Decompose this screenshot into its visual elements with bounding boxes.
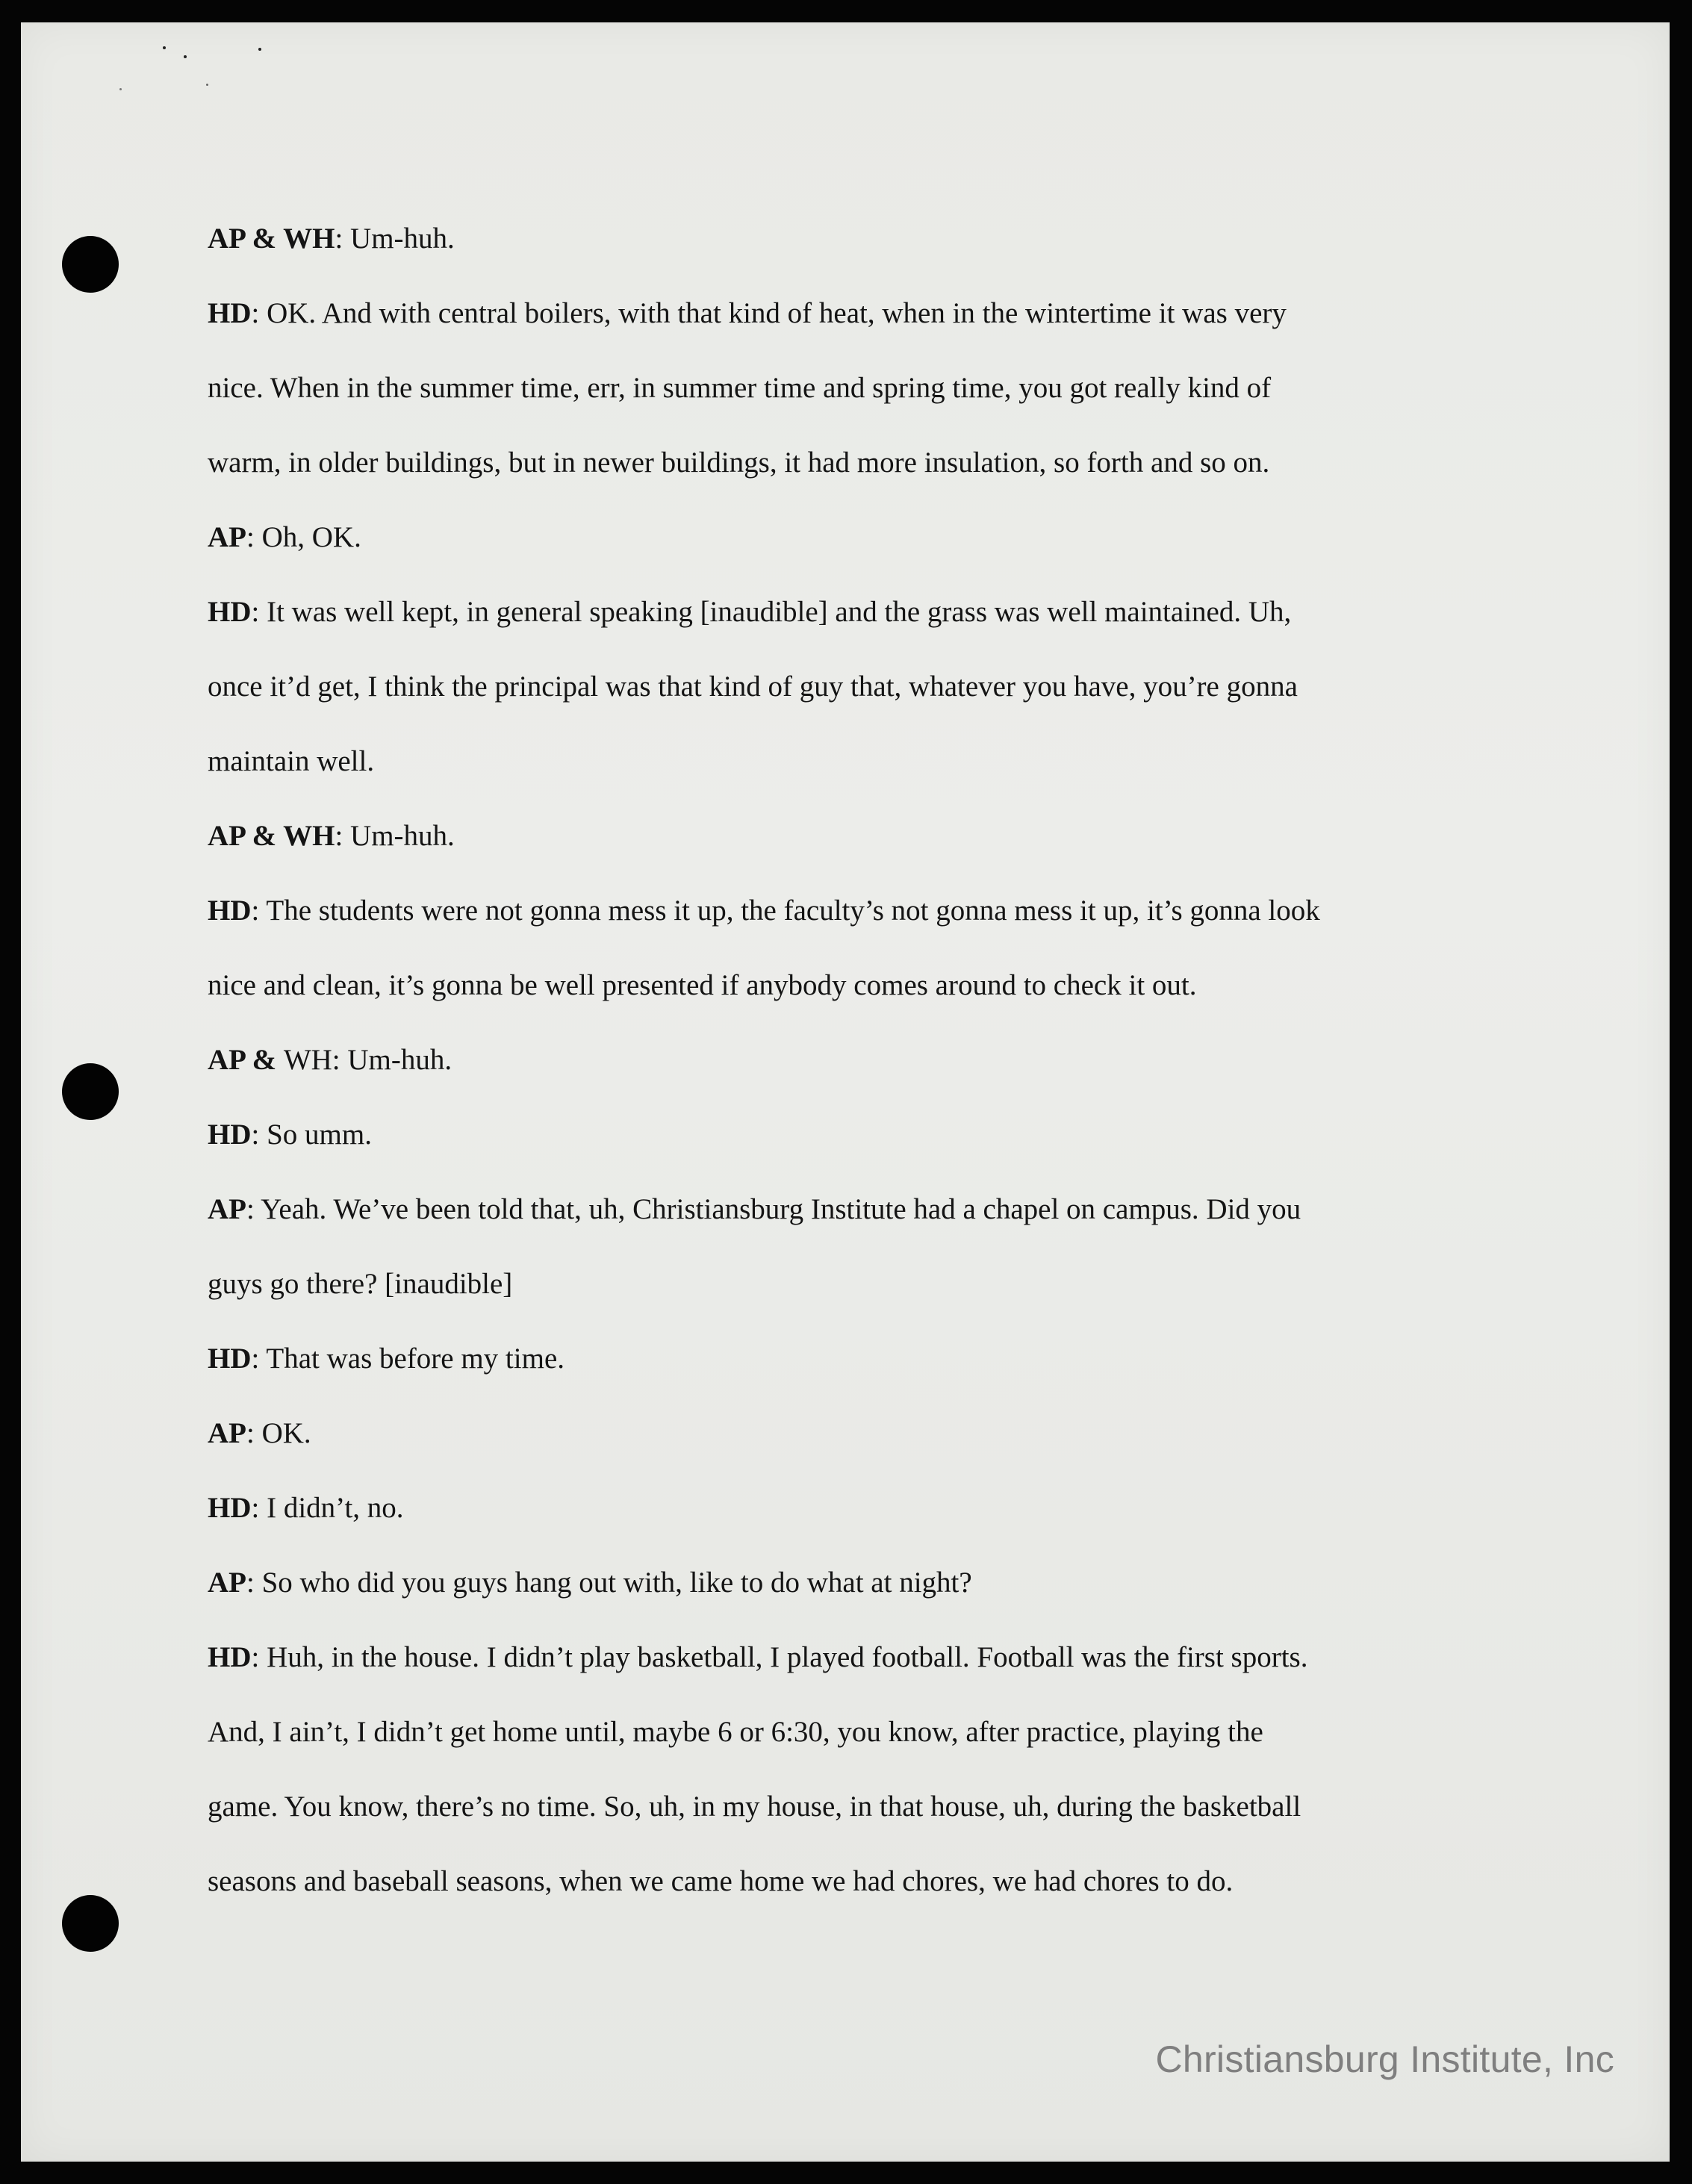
transcript-line bbox=[208, 1247, 1492, 1322]
line-text: nice. When in the summer time, err, in summer time and spring time, you got really kind of bbox=[208, 372, 1272, 404]
transcript-line bbox=[208, 1695, 1492, 1770]
transcript-line bbox=[208, 500, 1492, 575]
binder-hole-middle bbox=[62, 1063, 119, 1120]
transcript-line bbox=[208, 1023, 1492, 1098]
line-text: : Um-huh. bbox=[335, 223, 455, 255]
speaker-label: AP bbox=[208, 521, 246, 553]
line-text: : Huh, in the house. I didn’t play basketball, I played football. Football was the first sports. bbox=[251, 1641, 1308, 1673]
speaker-label: AP & bbox=[208, 1044, 284, 1076]
line-text: : I didn’t, no. bbox=[251, 1492, 404, 1524]
line-text: warm, in older buildings, but in newer buildings, it had more insulation, so forth and so on. bbox=[208, 447, 1270, 479]
speaker-label: AP & WH bbox=[208, 820, 335, 852]
transcript-line bbox=[208, 1770, 1492, 1844]
transcript-body bbox=[208, 202, 1492, 1919]
transcript-line bbox=[208, 1172, 1492, 1247]
transcript-line bbox=[208, 1844, 1492, 1919]
paper-speck bbox=[258, 48, 261, 51]
speaker-label: HD bbox=[208, 297, 252, 329]
transcript-line bbox=[208, 1396, 1492, 1471]
transcript-line bbox=[208, 650, 1492, 724]
transcript-line bbox=[208, 948, 1492, 1023]
line-text: seasons and baseball seasons, when we came home we had chores, we had chores to do. bbox=[208, 1865, 1234, 1897]
line-text: : So who did you guys hang out with, like to do what at night? bbox=[246, 1567, 972, 1599]
speaker-label: AP bbox=[208, 1567, 246, 1599]
line-text: : It was well kept, in general speaking [inaudible] and the grass was well maintained. Uh, bbox=[251, 596, 1292, 628]
speaker-label: HD bbox=[208, 1641, 252, 1673]
line-text: once it’d get, I think the principal was that kind of guy that, whatever you have, you’re gonna bbox=[208, 671, 1298, 703]
line-text: : That was before my time. bbox=[251, 1343, 564, 1375]
speaker-label: HD bbox=[208, 1119, 252, 1151]
line-text: : OK. And with central boilers, with that kind of heat, when in the wintertime it was very bbox=[251, 297, 1287, 329]
speaker-label: AP & WH bbox=[208, 223, 335, 255]
binder-hole-top bbox=[62, 236, 119, 293]
transcript-line bbox=[208, 1546, 1492, 1620]
transcript-line bbox=[208, 1620, 1492, 1695]
transcript-line bbox=[208, 276, 1492, 351]
speaker-label: AP bbox=[208, 1193, 246, 1225]
transcript-line bbox=[208, 351, 1492, 426]
line-text: maintain well. bbox=[208, 745, 375, 777]
speaker-label: HD bbox=[208, 596, 252, 628]
paper-speck bbox=[184, 55, 187, 58]
line-text: : Yeah. We’ve been told that, uh, Christiansburg Institute had a chapel on campus. Did you bbox=[246, 1193, 1301, 1225]
transcript-line bbox=[208, 426, 1492, 500]
transcript-line bbox=[208, 799, 1492, 874]
paper-speck bbox=[119, 88, 122, 90]
line-text: nice and clean, it’s gonna be well presented if anybody comes around to check it out. bbox=[208, 969, 1197, 1001]
line-text: : Um-huh. bbox=[335, 820, 455, 852]
line-text: : Oh, OK. bbox=[246, 521, 361, 553]
speaker-label: AP bbox=[208, 1417, 246, 1449]
line-text: guys go there? [inaudible] bbox=[208, 1268, 513, 1300]
line-text: And, I ain’t, I didn’t get home until, maybe 6 or 6:30, you know, after practice, playing the bbox=[208, 1716, 1263, 1748]
speaker-label: HD bbox=[208, 1492, 252, 1524]
speaker-label: HD bbox=[208, 1343, 252, 1375]
paper-speck bbox=[163, 46, 166, 49]
transcript-line bbox=[208, 1098, 1492, 1172]
transcript-line bbox=[208, 874, 1492, 948]
binder-hole-bottom bbox=[62, 1895, 119, 1952]
transcript-line bbox=[208, 724, 1492, 799]
transcript-line bbox=[208, 575, 1492, 650]
transcript-line bbox=[208, 1322, 1492, 1396]
line-text: : OK. bbox=[246, 1417, 311, 1449]
watermark: Christiansburg Institute, Inc bbox=[1155, 2038, 1614, 2080]
transcript-line bbox=[208, 1471, 1492, 1546]
transcript-line bbox=[208, 202, 1492, 276]
paper-speck bbox=[206, 84, 208, 86]
line-text: : The students were not gonna mess it up, the faculty’s not gonna mess it up, it’s gonna look bbox=[251, 895, 1320, 927]
line-text: : So umm. bbox=[251, 1119, 372, 1151]
speaker-label: HD bbox=[208, 895, 252, 927]
line-text: game. You know, there’s no time. So, uh, in my house, in that house, uh, during the basketball bbox=[208, 1791, 1301, 1823]
document-page bbox=[21, 22, 1670, 2162]
line-text: WH: Um-huh. bbox=[283, 1044, 452, 1076]
